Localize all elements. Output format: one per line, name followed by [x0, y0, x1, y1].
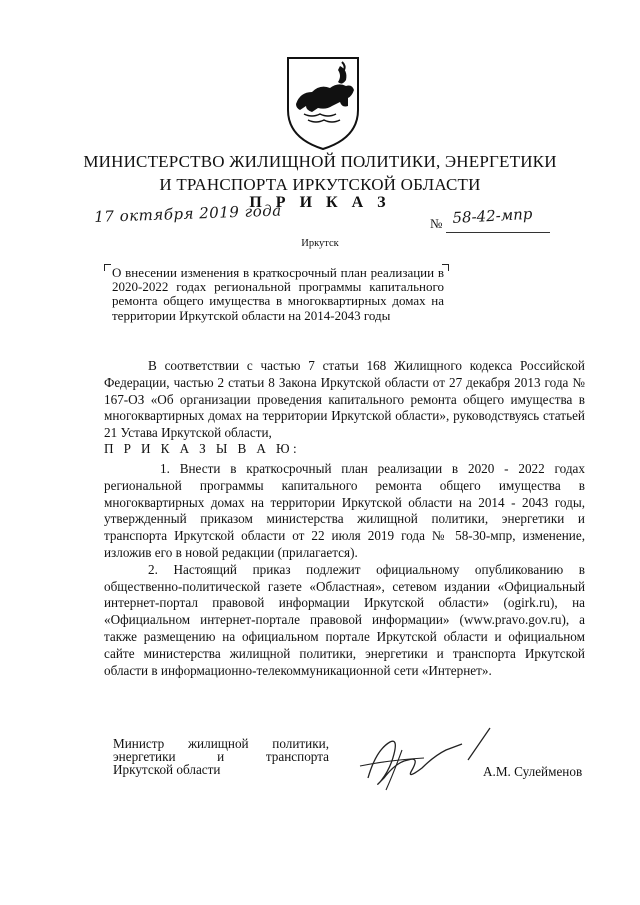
position-line-1: Министр жилищной политики, — [113, 736, 329, 751]
order-subject: О внесении изменения в краткосрочный план реализации в 2020-2022 годах региональной программы капитального ремонта общего имущества в многоквартирных домах на территории Иркутской области на 2014-2043 годы — [112, 265, 444, 323]
position-line-3: Иркутской области — [113, 762, 221, 777]
ministry-line-2: И ТРАНСПОРТА ИРКУТСКОЙ ОБЛАСТИ — [159, 175, 481, 194]
subject-bracket-left — [104, 264, 111, 271]
handwritten-date: 17 октября 2019 года — [94, 201, 282, 226]
ministry-line-1: МИНИСТЕРСТВО ЖИЛИЩНОЙ ПОЛИТИКИ, ЭНЕРГЕТИКИ — [83, 152, 557, 171]
position-line-2: энергетики и транспорта — [113, 749, 329, 764]
signatory-position — [113, 737, 329, 776]
document-type-title: П Р И К А З — [249, 194, 391, 211]
preamble-text: В соответствии с частью 7 статьи 168 Жилищного кодекса Российской Федерации, частью 2 статьи 8 Закона Иркутской области от 27 декабря 2013 года № 167-ОЗ «Об организации проведения капитального ремонта общего имущества в многоквартирных домах на территории Иркутской области», руководствуясь статьей 21 Устава Иркутской области, — [104, 358, 585, 441]
ministry-name — [60, 150, 580, 196]
number-underline — [446, 232, 550, 233]
order-items — [104, 461, 585, 679]
number-label: № — [430, 216, 443, 231]
order-directive-word: П Р И К А З Ы В А Ю: — [104, 441, 301, 456]
order-item-2: 2. Настоящий приказ подлежит официальному опубликованию в общественно-политической газете «Областная», сетевом издании «Официальный интернет-портал правовой информации Иркутской области» (ogirk.ru), на «Официальном интернет-портале правовой информации» (www.pravo.gov.ru), а также размещению на официальном портале Иркутской области и официальном сайте министерства жилищной политики, энергетики и транспорта Иркутской области в информационно-телекоммуникационной сети «Интернет». — [104, 561, 585, 678]
handwritten-signature — [350, 720, 500, 800]
order-item-1: 1. Внести в краткосрочный план реализации в 2020 - 2022 годах региональной программы капитального ремонта общего имущества в многоквартирных домах на территории Иркутской области на 2014 - 2043 годы, утвержденный приказом министерства жилищной политики, энергетики и транспорта Иркутской области от 22 июля 2019 года № 58-30-мпр, изменение, изложив его в новой редакции (прилагается). — [104, 461, 585, 560]
coat-of-arms-emblem — [282, 52, 364, 152]
city-name: Иркутск — [301, 238, 339, 249]
preamble-paragraph — [104, 358, 585, 442]
signatory-name: А.М. Сулейменов — [483, 764, 583, 779]
handwritten-order-number: 58-42-мпр — [452, 204, 533, 227]
